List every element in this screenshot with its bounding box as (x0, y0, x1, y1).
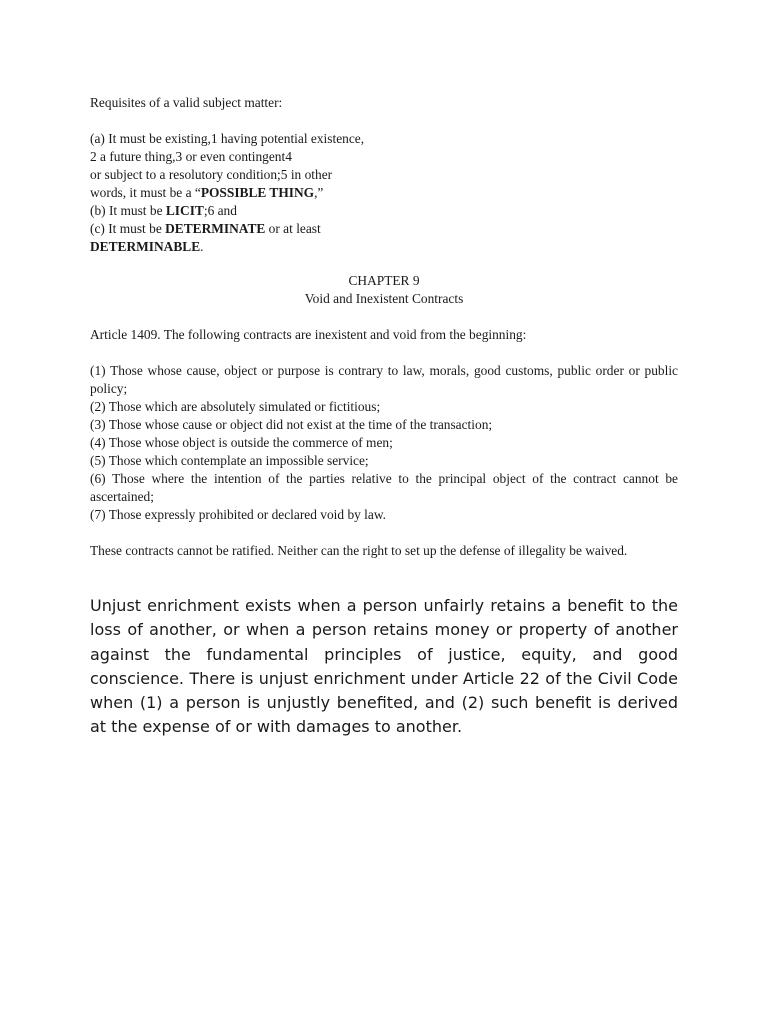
requisite-c (90, 220, 678, 238)
article-item-4: (4) Those whose object is outside the commerce of men; (90, 435, 393, 450)
ratification-text: These contracts cannot be ratified. Neither can the right to set up the defense of illegality be waived. (90, 543, 628, 558)
article-item-2: (2) Those which are absolutely simulated or fictitious; (90, 399, 381, 414)
unjust-enrichment-text: Unjust enrichment exists when a person unfairly retains a benefit to the loss of another, or when a person retains money or property of another against the fundamental principles of justice, equity, and good conscience. There is unjust enrichment under Article 22 of the Civil Code when (1) a person is unjustly benefited, and (2) such benefit is derived at the expense of or with damages to another. (90, 596, 678, 737)
requisite-a-line-3: or subject to a resolutory condition;5 in other (90, 167, 333, 182)
requisite-a-line-1: (a) It must be existing,1 having potential existence, (90, 131, 365, 146)
article-items-list (90, 362, 678, 524)
unjust-enrichment-paragraph (90, 594, 678, 740)
article-item-6: (6) Those where the intention of the parties relative to the principal object of the contract cannot be ascertained; (90, 471, 678, 504)
determinate-emphasis: DETERMINATE (165, 221, 266, 236)
requisite-b-text: (b) It must be (90, 203, 166, 218)
possible-thing-emphasis: POSSIBLE THING (200, 185, 315, 200)
ratification-paragraph (90, 542, 678, 560)
chapter-title: Void and Inexistent Contracts (304, 291, 464, 306)
chapter-number: CHAPTER 9 (348, 273, 420, 288)
requisite-a-text: words, it must be a “ (90, 185, 201, 200)
requisites-heading: Requisites of a valid subject matter: (90, 95, 283, 110)
requisite-c-text: (c) It must be (90, 221, 166, 236)
article-intro-text: Article 1409. The following contracts are inexistent and void from the beginning: (90, 327, 527, 342)
requisite-a-punct: ,” (314, 185, 324, 200)
requisites-section (90, 94, 678, 256)
article-item-7: (7) Those expressly prohibited or declared void by law. (90, 507, 386, 522)
requisite-a-line-4 (90, 184, 678, 202)
determinable-emphasis: DETERMINABLE (90, 239, 201, 254)
licit-emphasis: LICIT (165, 203, 204, 218)
requisite-b-suffix: ;6 and (203, 203, 237, 218)
requisite-c-line-2 (90, 238, 678, 256)
requisite-c-suffix: or at least (265, 221, 321, 236)
requisite-b (90, 202, 678, 220)
article-item-3: (3) Those whose cause or object did not exist at the time of the transaction; (90, 417, 493, 432)
blank-line (90, 112, 678, 130)
article-item-1: (1) Those whose cause, object or purpose is contrary to law, morals, good customs, public order or public policy; (90, 363, 678, 396)
requisite-c-period: . (200, 239, 204, 254)
requisite-a-line-2: 2 a future thing,3 or even contingent4 (90, 149, 292, 164)
article-intro (90, 326, 678, 344)
article-item-5: (5) Those which contemplate an impossible service; (90, 453, 369, 468)
chapter-heading (90, 272, 678, 308)
